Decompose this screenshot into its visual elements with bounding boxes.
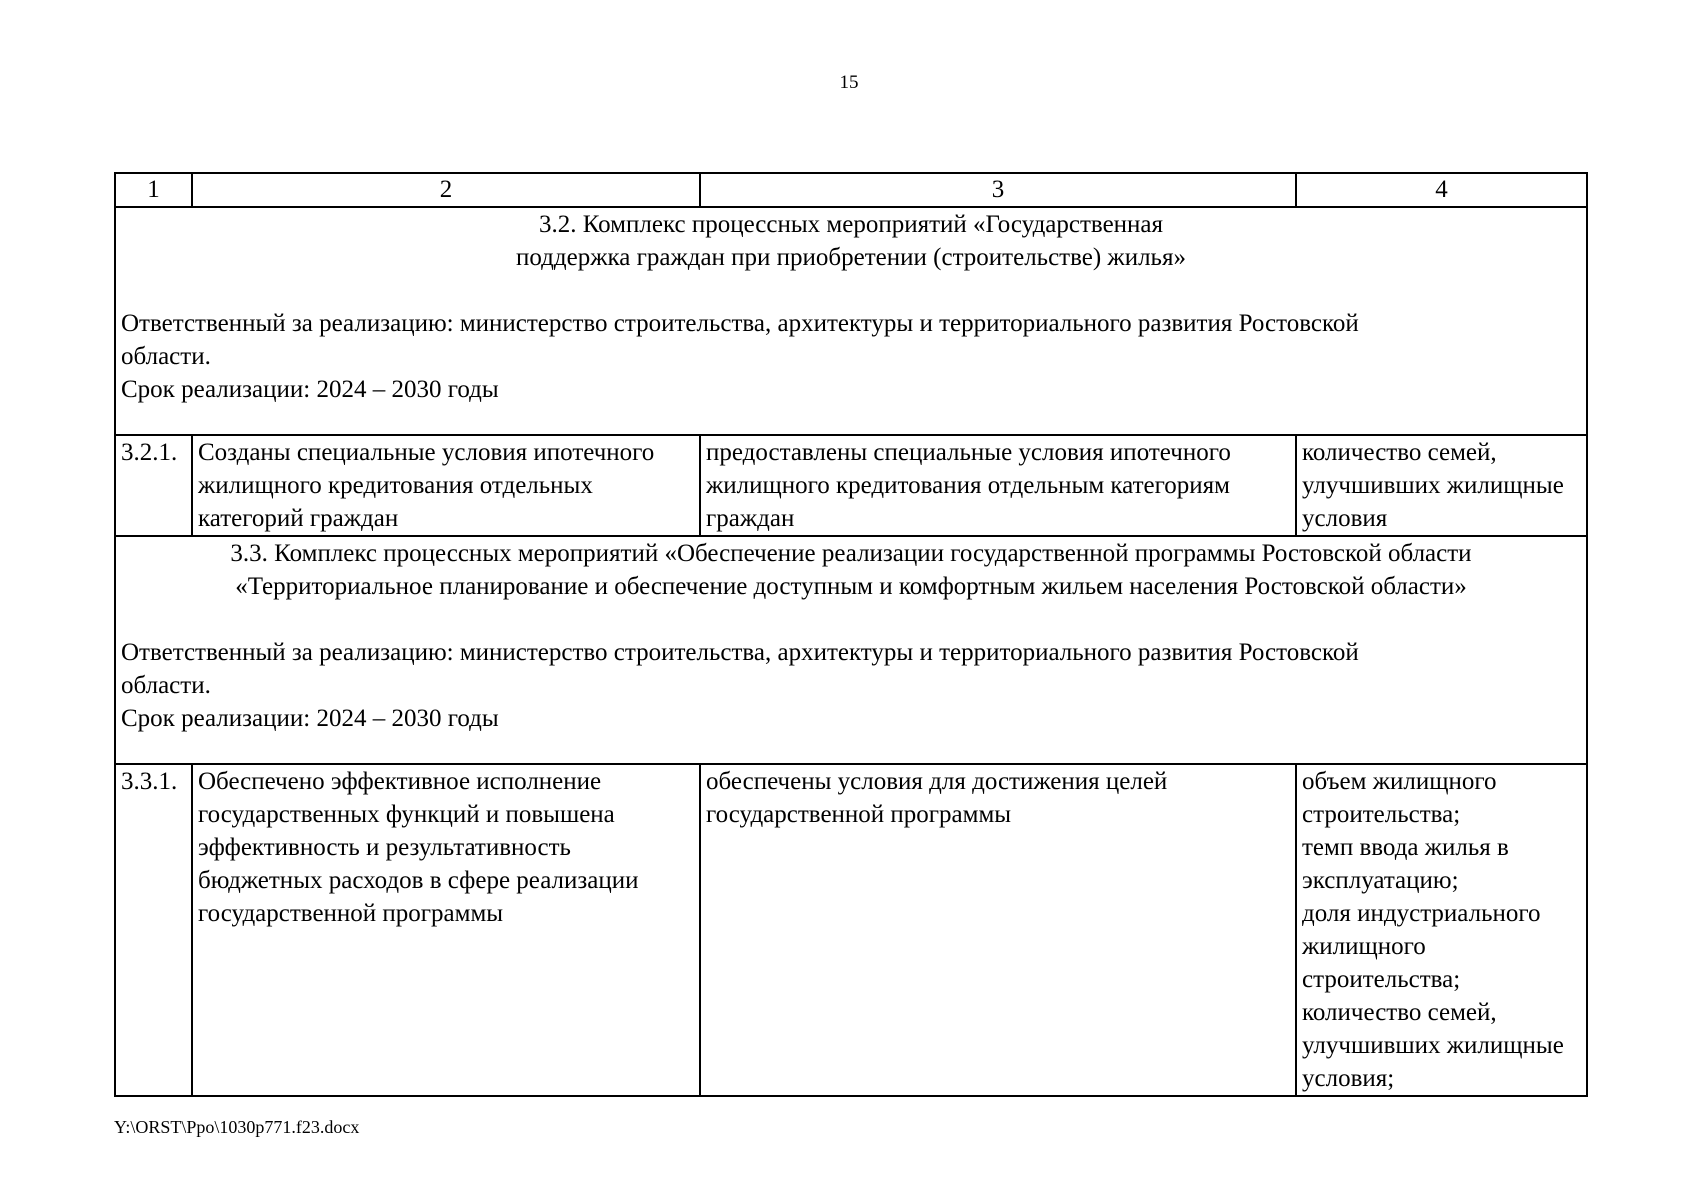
page-number: 15 <box>839 72 859 93</box>
column-number-row <box>115 173 1587 207</box>
row-number: 3.3.1. <box>115 764 192 1096</box>
indicator-item: количество семей, улучшивших жилищные условия; <box>1302 999 1564 1092</box>
section-title <box>121 537 1581 603</box>
section-title <box>121 208 1581 274</box>
section-title-line: 3.3. Комплекс процессных мероприятий «Обеспечение реализации государственной программы Ростовской области <box>230 540 1472 567</box>
indicators-cell: количество семей, улучшивших жилищные условия <box>1296 435 1587 536</box>
column-number-cell: 4 <box>1296 173 1587 207</box>
table-row <box>115 435 1587 536</box>
task-cell: Созданы специальные условия ипотечного жилищного кредитования отдельных категорий граждан <box>192 435 700 536</box>
measures-table <box>114 172 1588 1097</box>
indicator-item: темп ввода жилья в эксплуатацию; <box>1302 834 1509 894</box>
file-path-footer: Y:\ORST\Ppo\1030p771.f23.docx <box>114 1117 360 1137</box>
section-row <box>115 207 1587 435</box>
column-number-cell: 3 <box>700 173 1296 207</box>
section-cell <box>115 536 1587 764</box>
indicator-item: объем жилищного строительства; <box>1302 768 1497 828</box>
section-responsible: Ответственный за реализацию: министерство строительства, архитектуры и территориального развития Ростовской области. <box>121 639 1359 699</box>
section-cell <box>115 207 1587 435</box>
section-title-line: 3.2. Комплекс процессных мероприятий «Государственная <box>538 211 1164 238</box>
section-title-line: «Территориальное планирование и обеспечение доступным и комфортным жильем населения Ростовской области» <box>235 573 1467 600</box>
section-term: Срок реализации: 2024 – 2030 годы <box>121 705 499 732</box>
table-row <box>115 764 1587 1096</box>
effect-cell: обеспечены условия для достижения целей государственной программы <box>700 764 1296 1096</box>
effect-cell: предоставлены специальные условия ипотечного жилищного кредитования отдельным категориям граждан <box>700 435 1296 536</box>
indicators-cell <box>1296 764 1587 1096</box>
indicator-item: доля индустриального жилищного строительства; <box>1302 900 1541 993</box>
task-cell: Обеспечено эффективное исполнение государственных функций и повышена эффективность и результативность бюджетных расходов в сфере реализации государственной программы <box>192 764 700 1096</box>
section-term: Срок реализации: 2024 – 2030 годы <box>121 376 499 403</box>
section-responsible: Ответственный за реализацию: министерство строительства, архитектуры и территориального развития Ростовской области. <box>121 310 1359 370</box>
row-number: 3.2.1. <box>115 435 192 536</box>
section-row <box>115 536 1587 764</box>
section-title-line: поддержка граждан при приобретении (строительстве) жилья» <box>516 244 1186 271</box>
column-number-cell: 1 <box>115 173 192 207</box>
column-number-cell: 2 <box>192 173 700 207</box>
